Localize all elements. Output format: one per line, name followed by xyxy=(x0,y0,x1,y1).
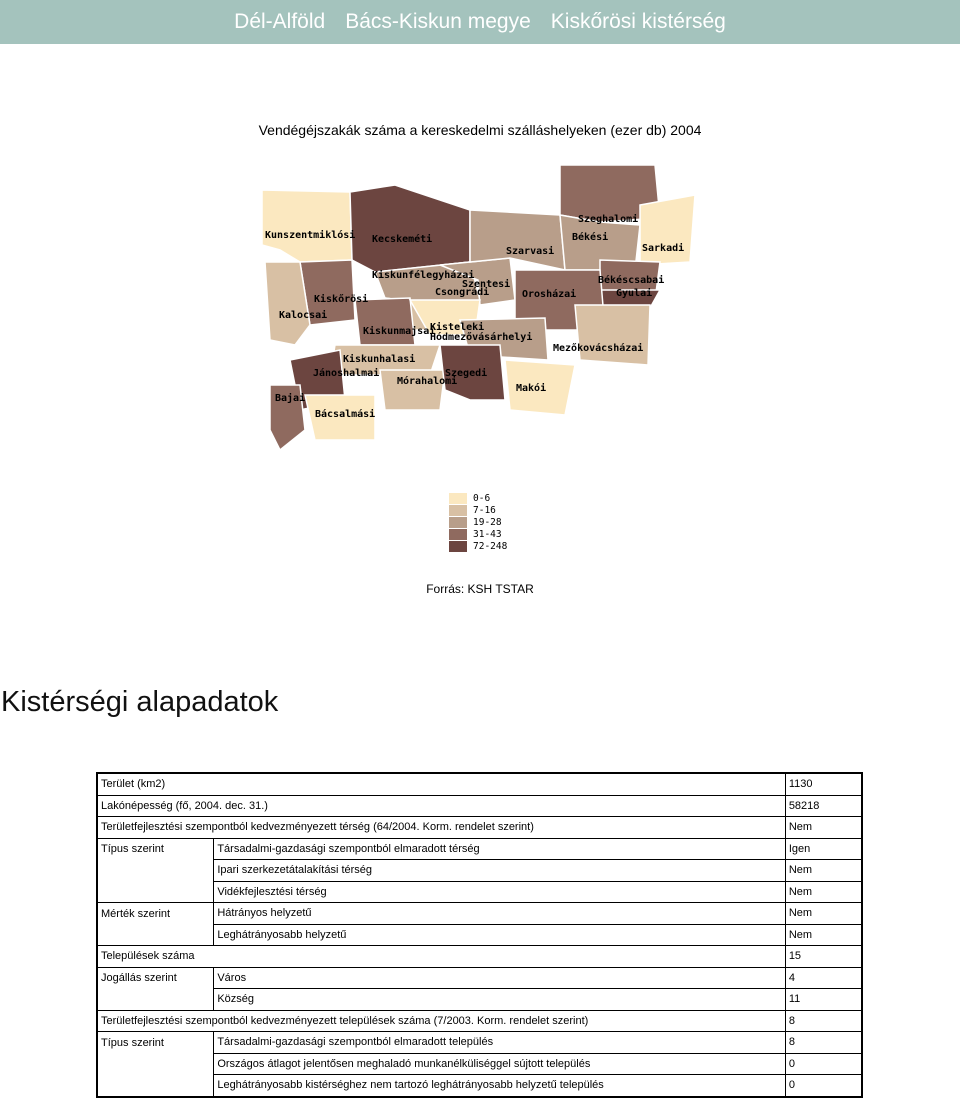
row-sublabel: Társadalmi-gazdasági szempontból elmaradott térség xyxy=(214,838,785,860)
table-row xyxy=(97,946,862,968)
legend-item xyxy=(449,492,507,504)
row-value: Igen xyxy=(785,838,862,860)
table-row xyxy=(97,817,862,839)
map-region-label: Kunszentmiklósi xyxy=(265,230,356,241)
map-region-label: Szeghalomi xyxy=(578,214,639,225)
map-region-label: Kiskunhalasi xyxy=(343,354,416,365)
row-sublabel: Hátrányos helyzetű xyxy=(214,903,785,925)
row-value: Nem xyxy=(785,924,862,946)
map-region-label: Sarkadi xyxy=(642,243,685,254)
map-region-label: Bácsalmási xyxy=(315,409,376,420)
row-value: 0 xyxy=(785,1075,862,1097)
legend-swatch xyxy=(449,529,467,540)
row-label: Lakónépesség (fő, 2004. dec. 31.) xyxy=(97,795,785,817)
row-value: Nem xyxy=(785,860,862,882)
row-sublabel: Leghátrányosabb helyzetű xyxy=(214,924,785,946)
legend-label: 72-248 xyxy=(473,540,508,552)
source-note: Forrás: KSH TSTAR xyxy=(426,582,534,596)
legend-label: 19-28 xyxy=(473,516,502,528)
row-sublabel: Vidékfejlesztési térség xyxy=(214,881,785,903)
map-region xyxy=(350,185,470,272)
table-row xyxy=(97,924,862,946)
row-group-label xyxy=(97,1075,214,1097)
legend-swatch xyxy=(449,493,467,504)
row-value: Nem xyxy=(785,817,862,839)
row-label: Terület (km2) xyxy=(97,773,785,795)
nav-link-del-alfold[interactable]: Dél-Alföld xyxy=(234,10,326,33)
table-row xyxy=(97,773,862,795)
map-region-label: Orosházai xyxy=(522,289,577,300)
table-row xyxy=(97,860,862,882)
legend-item xyxy=(449,528,507,540)
row-group-label: Jogállás szerint xyxy=(97,967,214,989)
row-sublabel: Község xyxy=(214,989,785,1011)
row-group-label: Típus szerint xyxy=(97,1032,214,1054)
map-region xyxy=(640,195,695,265)
legend-item xyxy=(449,504,507,516)
map-region-label: Kiskunfélegyházai xyxy=(372,270,475,281)
row-value: 11 xyxy=(785,989,862,1011)
row-group-label xyxy=(97,1053,214,1075)
row-sublabel: Leghátrányosabb kistérséghez nem tartozó leghátrányosabb helyzetű település xyxy=(214,1075,785,1097)
map-region-label: Szentesi xyxy=(462,279,511,290)
nav-link-kiskorosi[interactable]: Kiskőrösi kistérség xyxy=(550,10,726,33)
map-region-label: Mórahalomi xyxy=(397,376,458,387)
row-label: Települések száma xyxy=(97,946,785,968)
nav-link-bacs-kiskun[interactable]: Bács-Kiskun megye xyxy=(345,10,531,33)
legend-item xyxy=(449,516,507,528)
map-region-label: Kiskunmajsai xyxy=(363,326,436,337)
row-value: 0 xyxy=(785,1053,862,1075)
table-row xyxy=(97,1032,862,1054)
row-group-label xyxy=(97,924,214,946)
table-row xyxy=(97,1075,862,1097)
table-row xyxy=(97,989,862,1011)
map-region-label: Kalocsai xyxy=(279,310,328,321)
map-region-label: Kiskőrösi xyxy=(314,294,369,305)
map-region xyxy=(355,298,415,345)
table-row xyxy=(97,903,862,925)
map-title: Vendégéjszakák száma a kereskedelmi szálláshelyeken (ezer db) 2004 xyxy=(258,122,702,138)
map-region-label: Békési xyxy=(572,232,609,243)
legend-label: 31-43 xyxy=(473,528,502,540)
row-sublabel: Város xyxy=(214,967,785,989)
row-label: Területfejlesztési szempontból kedvezményezett térség (64/2004. Korm. rendelet szerint) xyxy=(97,817,785,839)
row-value: 58218 xyxy=(785,795,862,817)
table-row xyxy=(97,967,862,989)
row-value: 15 xyxy=(785,946,862,968)
row-value: 1130 xyxy=(785,773,862,795)
table-row xyxy=(97,795,862,817)
row-value: Nem xyxy=(785,881,862,903)
map-region-label: Békéscsabai xyxy=(598,275,665,286)
row-group-label xyxy=(97,860,214,882)
map-region-label: Gyulai xyxy=(616,288,653,299)
table-row xyxy=(97,881,862,903)
map-region-label: Szarvasi xyxy=(506,246,555,257)
map-region-label: Makói xyxy=(516,383,547,394)
basic-data-table xyxy=(96,772,863,1098)
map-region xyxy=(575,305,650,365)
map-region-label: Mezőkovácsházai xyxy=(553,343,644,354)
row-value: 8 xyxy=(785,1010,862,1032)
row-group-label: Típus szerint xyxy=(97,838,214,860)
row-value: 4 xyxy=(785,967,862,989)
map-region-label: Jánoshalmai xyxy=(313,368,380,379)
row-sublabel: Országos átlagot jelentősen meghaladó munkanélküliséggel sújtott település xyxy=(214,1053,785,1075)
map-region-label: Szegedi xyxy=(445,368,488,379)
legend-swatch xyxy=(449,541,467,552)
region-map xyxy=(0,150,960,450)
legend-label: 0-6 xyxy=(473,492,491,504)
map-region xyxy=(262,190,352,262)
row-label: Területfejlesztési szempontból kedvezményezett települések száma (7/2003. Korm. rendelet szerint) xyxy=(97,1010,785,1032)
row-value: Nem xyxy=(785,903,862,925)
map-region-label: Csongrádi xyxy=(435,287,490,298)
map-region-label: Hódmezővásárhelyi xyxy=(430,332,533,343)
map-region-label: Kisteleki xyxy=(430,322,485,333)
row-group-label xyxy=(97,881,214,903)
row-sublabel: Ipari szerkezetátalakítási térség xyxy=(214,860,785,882)
row-group-label xyxy=(97,989,214,1011)
section-title: Kistérségi alapadatok xyxy=(1,686,279,718)
legend-swatch xyxy=(449,505,467,516)
legend-swatch xyxy=(449,517,467,528)
table-row xyxy=(97,1010,862,1032)
breadcrumb-bar xyxy=(0,0,960,44)
table-row xyxy=(97,1053,862,1075)
map-region-label: Bajai xyxy=(275,393,306,404)
map-legend xyxy=(449,492,507,552)
row-group-label: Mérték szerint xyxy=(97,903,214,925)
legend-label: 7-16 xyxy=(473,504,496,516)
row-value: 8 xyxy=(785,1032,862,1054)
map-region xyxy=(470,210,565,270)
legend-item xyxy=(449,540,507,552)
table-row xyxy=(97,838,862,860)
map-region-label: Kecskeméti xyxy=(372,234,433,245)
row-sublabel: Társadalmi-gazdasági szempontból elmaradott település xyxy=(214,1032,785,1054)
